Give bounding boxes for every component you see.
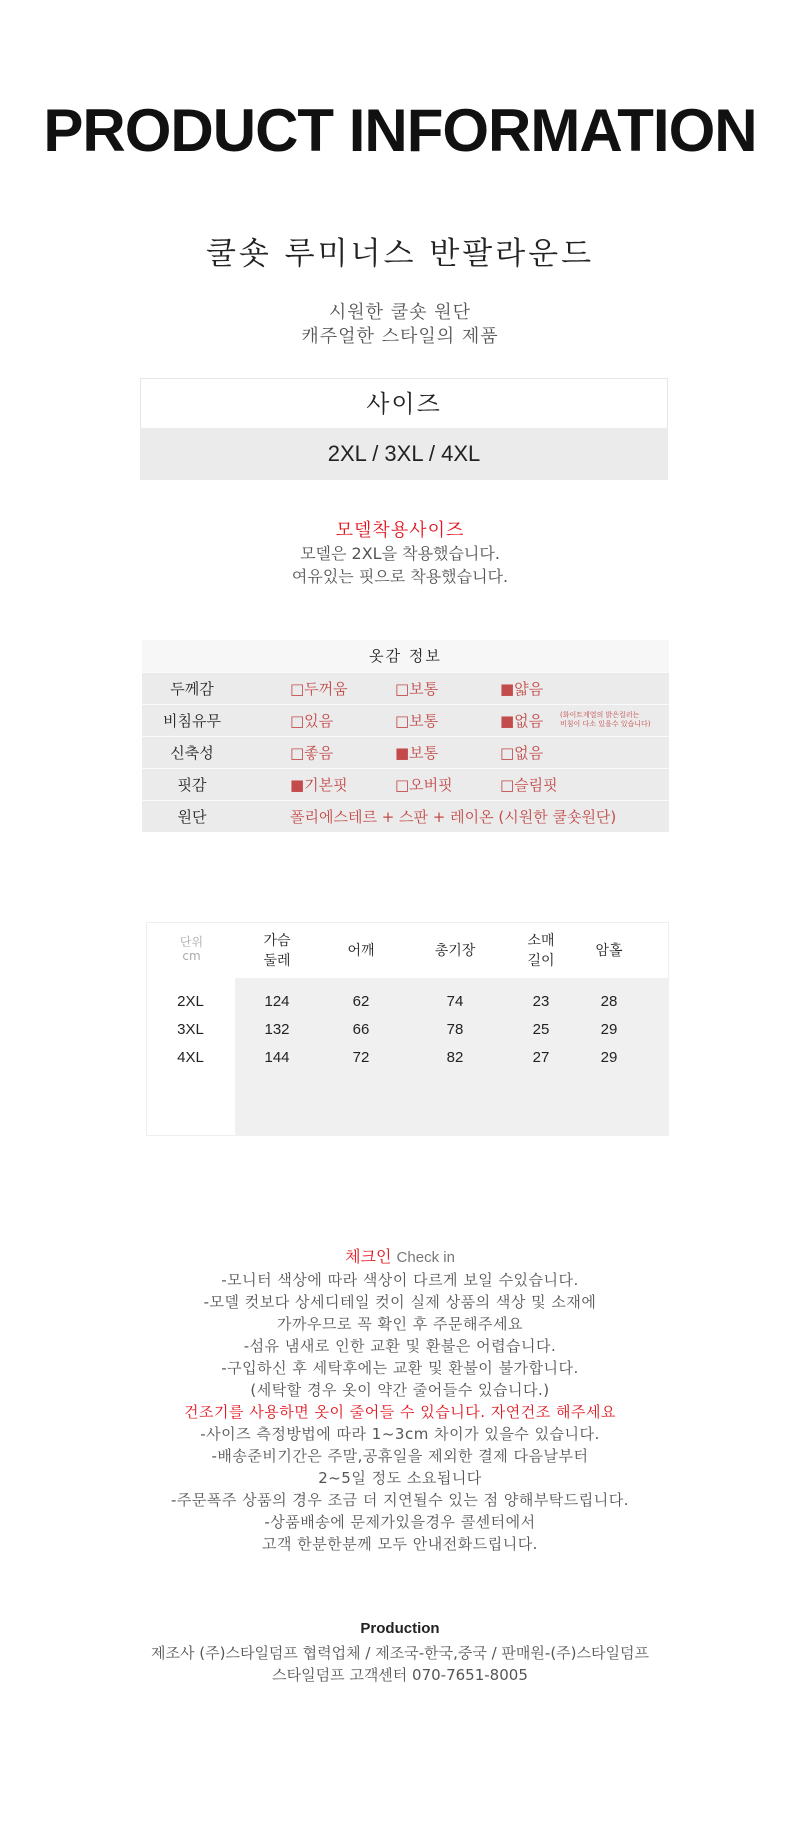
checkin-line: 2~5일 정도 소요됩니다 [318, 1469, 482, 1487]
col-header-shoulder [319, 923, 403, 979]
feel-option: □오버핏 [395, 776, 453, 794]
measurement-table [146, 922, 669, 1136]
checkin-line: 고객 한분한분께 모두 안내전화드립니다. [262, 1535, 538, 1553]
fabric-feel-table [142, 640, 669, 832]
description-line: 캐주얼한 스타일의 제품 [301, 326, 499, 347]
model-line: 여유있는 핏으로 착용했습니다. [291, 567, 509, 586]
feel-row-transparency [142, 704, 669, 736]
feel-option: ■없음 [500, 712, 544, 730]
col-header-line: 둘레 [263, 953, 291, 969]
feel-option: ■기본핏 [290, 776, 348, 794]
feel-row-thickness [142, 672, 669, 704]
checkin-line: -주문폭주 상품의 경우 조금 더 지연될수 있는 점 양해부탁드립니다. [170, 1491, 630, 1509]
fabric-feel-title: 옷감 정보 [142, 640, 669, 672]
unit-label-line: cm [182, 949, 201, 963]
checkin-line: -배송준비기간은 주말,공휴일을 제외한 결제 다음날부터 [211, 1447, 589, 1465]
feel-option: □보통 [395, 712, 439, 730]
table-cell-size: 2XL [177, 993, 204, 1010]
checkin-line: -상품배송에 문제가있을경우 콜센터에서 [264, 1513, 536, 1531]
col-header-line: 가슴 [263, 933, 291, 949]
col-header-line: 암홀 [595, 943, 623, 959]
feel-row-fabric [142, 800, 669, 832]
measurement-header [235, 922, 669, 978]
transparency-note [560, 711, 672, 729]
table-cell: 132 [264, 1021, 290, 1038]
product-name: 쿨숏 루미너스 반팔라운드 [205, 236, 595, 272]
unit-label [147, 935, 236, 963]
checkin-line: -모니터 색상에 따라 색상이 다르게 보일 수있습니다. [221, 1271, 579, 1289]
model-size-info [0, 542, 800, 588]
table-cell: 28 [600, 993, 618, 1010]
size-label: 사이즈 [140, 378, 668, 428]
table-cell: 29 [600, 1021, 618, 1038]
checkin-notes [0, 1269, 800, 1555]
checkin-title [0, 1246, 800, 1269]
feel-option: ■얇음 [500, 680, 544, 698]
table-cell: 62 [352, 993, 370, 1010]
feel-option: □좋음 [290, 744, 334, 762]
table-cell: 66 [352, 1021, 370, 1038]
production-title: Production [360, 1620, 440, 1637]
feel-option: □보통 [395, 680, 439, 698]
table-cell: 144 [264, 1049, 290, 1066]
col-header-line: 길이 [527, 953, 555, 969]
checkin-title-ko: 체크인 [345, 1247, 392, 1266]
feel-option: □두꺼움 [290, 680, 348, 698]
feel-row-label: 원단 [177, 808, 207, 826]
checkin-warning-line: 건조기를 사용하면 옷이 줄어들 수 있습니다. 자연건조 해주세요 [184, 1403, 616, 1421]
feel-row-fit [142, 768, 669, 800]
feel-row-label: 비침유무 [163, 712, 221, 730]
table-cell: 82 [446, 1049, 464, 1066]
table-cell: 23 [532, 993, 550, 1010]
checkin-line: -구입하신 후 세탁후에는 교환 및 환불이 불가합니다. [221, 1359, 579, 1377]
size-values: 2XL / 3XL / 4XL [140, 428, 668, 480]
feel-option: □슬림핏 [500, 776, 558, 794]
feel-option: □있음 [290, 712, 334, 730]
product-description [0, 301, 800, 349]
col-header-line: 총기장 [434, 943, 476, 959]
col-header-line: 소매 [527, 933, 555, 949]
fabric-composition: 폴리에스테르 + 스판 + 레이온 (시원한 쿨숏원단) [290, 808, 617, 826]
checkin-line: -사이즈 측정방법에 따라 1~3cm 차이가 있을수 있습니다. [200, 1425, 600, 1443]
production-line: 제조사 (주)스타일덤프 협력업체 / 제조국-한국,중국 / 판매원-(주)스타일덤프 [151, 1644, 649, 1662]
page-title: PRODUCT INFORMATION [43, 97, 757, 164]
table-cell: 124 [264, 993, 290, 1010]
table-cell: 25 [532, 1021, 550, 1038]
col-header-armhole [575, 923, 643, 979]
model-line: 모델은 2XL을 착용했습니다. [300, 544, 500, 563]
feel-option: □없음 [500, 744, 544, 762]
production-info [0, 1642, 800, 1686]
note-line: 비침이 다소 있을수 있습니다) [560, 720, 651, 728]
feel-option: ■보통 [395, 744, 439, 762]
note-line: (화이트계열의 밝은컬러는 [560, 711, 640, 719]
col-header-length [403, 923, 507, 979]
col-header-line: 어깨 [347, 943, 375, 959]
table-cell: 29 [600, 1049, 618, 1066]
feel-row-elasticity [142, 736, 669, 768]
production-line: 스타일덤프 고객센터 070-7651-8005 [272, 1666, 528, 1684]
table-cell-size: 3XL [177, 1021, 204, 1038]
size-box [140, 378, 668, 480]
checkin-title-en: Check in [396, 1249, 455, 1266]
table-cell: 74 [446, 993, 464, 1010]
checkin-line: -섬유 냄새로 인한 교환 및 환불은 어렵습니다. [243, 1337, 557, 1355]
table-cell-size: 4XL [177, 1049, 204, 1066]
col-header-sleeve [507, 923, 575, 979]
feel-row-label: 두께감 [170, 680, 214, 698]
feel-row-label: 신축성 [170, 744, 214, 762]
checkin-line: -모델 컷보다 상세디테일 컷이 실제 상품의 색상 및 소재에 [203, 1293, 597, 1311]
table-cell: 78 [446, 1021, 464, 1038]
checkin-line: (세탁할 경우 옷이 약간 줄어들수 있습니다.) [250, 1381, 550, 1399]
unit-label-line: 단위 [179, 935, 204, 949]
checkin-line: 가까우므로 꼭 확인 후 주문해주세요 [277, 1315, 523, 1333]
feel-row-label: 핏감 [177, 776, 207, 794]
col-header-chest [235, 923, 319, 979]
table-cell: 27 [532, 1049, 550, 1066]
model-size-title: 모델착용사이즈 [335, 520, 465, 541]
description-line: 시원한 쿨숏 원단 [328, 302, 472, 323]
table-cell: 72 [352, 1049, 370, 1066]
